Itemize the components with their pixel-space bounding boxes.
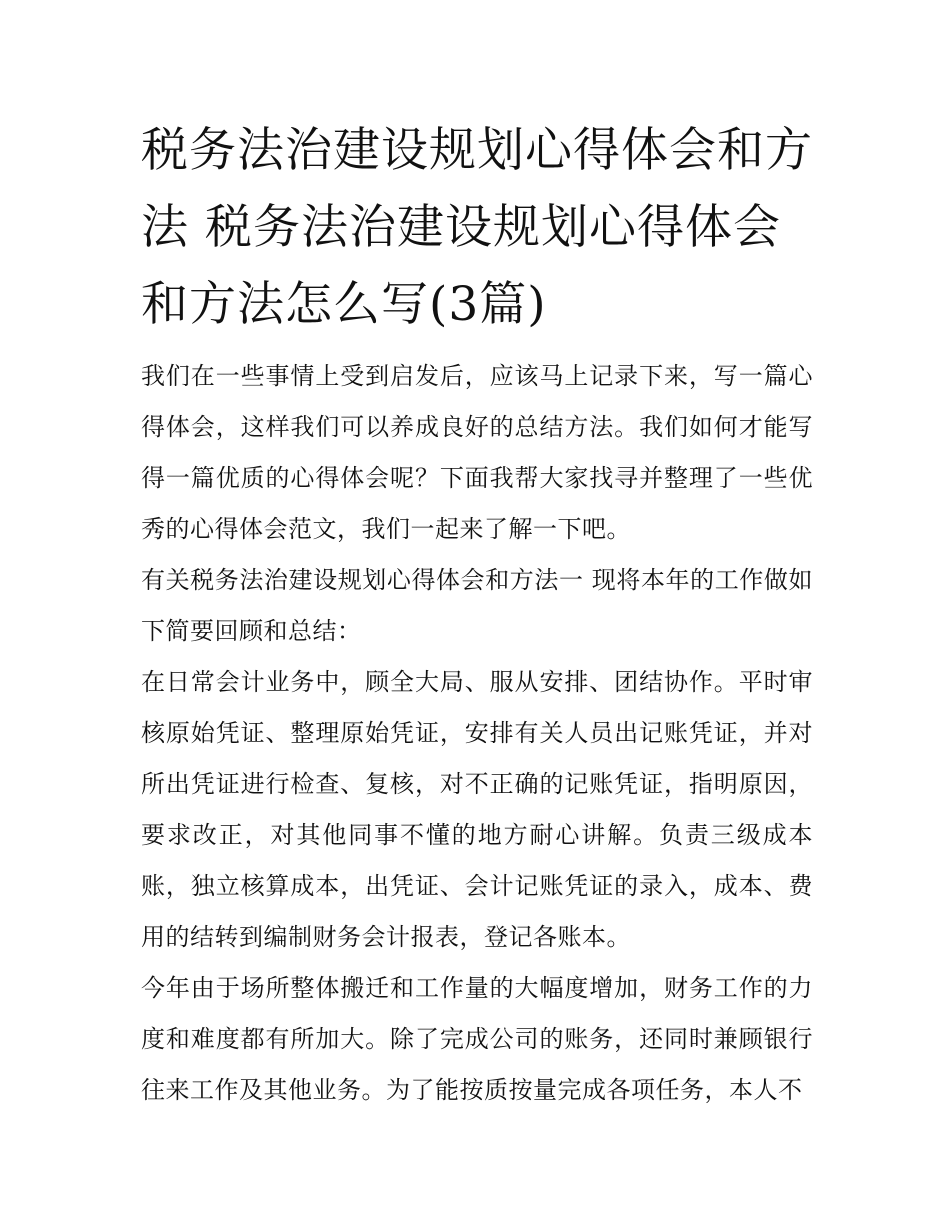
relocation-work-paragraph: 今年由于场所整体搬迁和工作量的大幅度增加，财务工作的力度和难度都有所加大。除了完成公司的账务，还同时兼顾银行往来工作及其他业务。为了能按质按量完成各项任务，本人不 (141, 974, 813, 1104)
intro-paragraph: 我们在一些事情上受到启发后，应该马上记录下来，写一篇心得体会，这样我们可以养成良好的总结方法。我们如何才能写得一篇优质的心得体会呢？下面我帮大家找寻并整理了一些优秀的心得体会范文，我们一起来了解一下吧。 (141, 362, 813, 543)
document-body (141, 112, 813, 1116)
document-title: 税务法治建设规划心得体会和方法 税务法治建设规划心得体会和方法怎么写(3篇) (141, 123, 813, 332)
accounting-work-paragraph: 在日常会计业务中，顾全大局、服从安排、团结协作。平时审核原始凭证、整理原始凭证，安排有关人员出记账凭证，并对所出凭证进行检查、复核，对不正确的记账凭证，指明原因，要求改正，对其他同事不懂的地方耐心讲解。负责三级成本账，独立核算成本，出凭证、会计记账凭证的录入，成本、费用的结转到编制财务会计报表，登记各账本。 (141, 668, 813, 951)
section-heading-paragraph: 有关税务法治建设规划心得体会和方法一 现将本年的工作做如下简要回顾和总结： (141, 566, 813, 645)
